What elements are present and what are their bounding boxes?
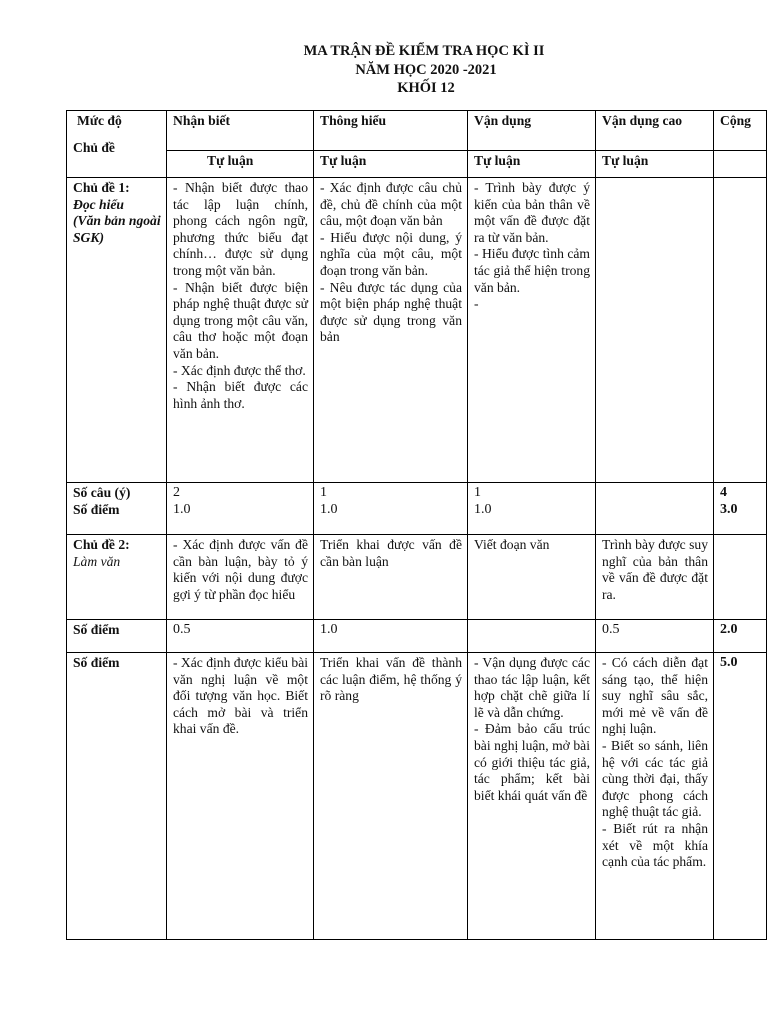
subheader-tu-luan-nb: Tự luận (167, 151, 314, 178)
question-count-row (67, 483, 767, 535)
score-row-2-total: 5.0 (714, 653, 767, 940)
score-row-1-vdc: 0.5 (596, 620, 714, 653)
topic2-nhan-biet: - Xác định được vấn đề cần bàn luận, bày tỏ ý kiến với nội dung được gợi ý từ phần đọc hiểu (167, 535, 314, 620)
score-row-2-van-dung (468, 653, 596, 940)
vd-count-cell (468, 483, 596, 535)
topic1-sub2: (Văn bản ngoài SGK) (73, 213, 161, 245)
list-item: - Nhận biết được thao tác lập luận chính, phong cách ngôn ngữ, phương thức biểu đạt chính… được sử dụng trong một văn bản. (173, 180, 308, 278)
list-item: - Trình bày được ý kiến của bản thân về một vấn đề được đặt ra từ văn bản. (474, 180, 590, 245)
vdc-count-cell (596, 483, 714, 535)
list-item: - Đảm bảo cấu trúc bài nghị luận, mở bài có giới thiệu tác giả, tác phẩm; kết bài biết khái quát vấn đề (474, 721, 590, 803)
score-label: Số điểm (73, 501, 120, 517)
header-nhan-biet: Nhận biết (167, 111, 314, 151)
list-item: - Xác định được câu chủ đề, chủ đề chính của một câu, một đoạn văn bản (320, 180, 462, 229)
subheader-row (67, 151, 767, 178)
score-row-1-label: Số điểm (67, 620, 167, 653)
school-year: NĂM HỌC 2020 -2021 (355, 62, 497, 78)
subheader-tu-luan-th: Tự luận (314, 151, 468, 178)
th-count: 1 (320, 485, 327, 500)
topic1-name: Chủ đề 1: (73, 180, 130, 195)
header-muc-do: Mức độ (77, 113, 122, 128)
list-item: - Vận dụng được các thao tác lập luận, kết hợp chặt chẽ giữa lí lẽ và dẫn chứng. (474, 655, 590, 720)
score-row-1-vd (468, 620, 596, 653)
score-row-2-van-dung-cao (596, 653, 714, 940)
total-count: 4 (720, 485, 727, 500)
score-row-2-nhan-biet: - Xác định được kiểu bài văn nghị luận về một đối tượng văn học. Biết cách mở bài và triển khai vấn đề. (167, 653, 314, 940)
topic1-thong-hieu (314, 178, 468, 483)
score-row-2-thong-hieu: Triển khai vấn đề thành các luận điểm, hệ thống ý rõ ràng (314, 653, 468, 940)
subheader-tu-luan-vd: Tự luận (468, 151, 596, 178)
subheader-tu-luan-vdc: Tự luận (596, 151, 714, 178)
score-row-2 (67, 653, 767, 940)
topic2-title-cell (67, 535, 167, 620)
score-row-1-nb: 0.5 (167, 620, 314, 653)
topic2-row (67, 535, 767, 620)
th-count-cell (314, 483, 468, 535)
topic2-name: Chủ đề 2: (73, 537, 130, 552)
topic2-sub: Làm văn (73, 553, 121, 569)
topic1-van-dung (468, 178, 596, 483)
list-item: - Biết so sánh, liên hệ với các tác giả cùng thời đại, thấy được phong cách nghệ thuật tác giả. (602, 737, 708, 820)
grade-level: KHỐI 12 (397, 80, 455, 96)
list-item: - Hiểu được tình cảm tác giả thể hiện trong văn bản. (474, 246, 590, 295)
topic1-van-dung-cao (596, 178, 714, 483)
topic2-van-dung: Viết đoạn văn (468, 535, 596, 620)
nb-score: 1.0 (173, 501, 191, 517)
header-cong: Cộng (714, 111, 767, 151)
header-thong-hieu: Thông hiểu (314, 111, 468, 151)
topic1-cong (714, 178, 767, 483)
score-row-1-th: 1.0 (314, 620, 468, 653)
topic1-row (67, 178, 767, 483)
score-row-1-total: 2.0 (714, 620, 767, 653)
header-van-dung: Vận dụng (468, 111, 596, 151)
header-row (67, 111, 767, 151)
score-row-1 (67, 620, 767, 653)
list-item: - Có cách diễn đạt sáng tạo, thể hiện suy nghĩ sâu sắc, mới mẻ về vấn đề nghị luận. (602, 655, 708, 737)
th-score: 1.0 (320, 501, 338, 517)
total-score: 3.0 (720, 501, 738, 517)
nb-count-cell (167, 483, 314, 535)
total-count-cell (714, 483, 767, 535)
list-item: - Biết rút ra nhận xét về một khía cạnh của tác phẩm. (602, 820, 708, 870)
list-item: - (474, 296, 479, 312)
subheader-empty (714, 151, 767, 178)
count-label-cell (67, 483, 167, 535)
vd-count: 1 (474, 485, 481, 500)
vd-score: 1.0 (474, 501, 492, 517)
header-chu-de: Chủ đề (73, 139, 115, 155)
topic1-nhan-biet (167, 178, 314, 483)
list-item: - Hiểu được nội dung, ý nghĩa của một câu, một đoạn trong văn bản. (320, 229, 462, 278)
topic2-van-dung-cao: Trình bày được suy nghĩ của bản thân về vấn đề được đặt ra. (596, 535, 714, 620)
topic2-thong-hieu: Triển khai được vấn đề cần bàn luận (314, 535, 468, 620)
list-item: - Xác định được thể thơ. (173, 362, 306, 378)
topic1-title-cell (67, 178, 167, 483)
topic2-cong (714, 535, 767, 620)
document-title: MA TRẬN ĐỀ KIỂM TRA HỌC KÌ II (303, 43, 545, 59)
list-item: - Nhận biết được các hình ảnh thơ. (173, 379, 308, 411)
list-item: - Nhận biết được biện pháp nghệ thuật được sử dụng trong một câu văn, câu thơ hoặc một đoạn văn bản. (173, 279, 308, 361)
topic1-sub1: Đọc hiểu (73, 196, 124, 212)
header-van-dung-cao: Vận dụng cao (596, 111, 714, 151)
header-level-topic (67, 111, 167, 178)
nb-count: 2 (173, 485, 180, 500)
exam-matrix-table (66, 110, 767, 940)
list-item: - Nêu được tác dụng của một biện pháp nghệ thuật được sử dụng trong văn bản (320, 279, 462, 345)
score-row-2-label: Số điểm (67, 653, 167, 940)
count-label: Số câu (ý) (73, 485, 131, 500)
